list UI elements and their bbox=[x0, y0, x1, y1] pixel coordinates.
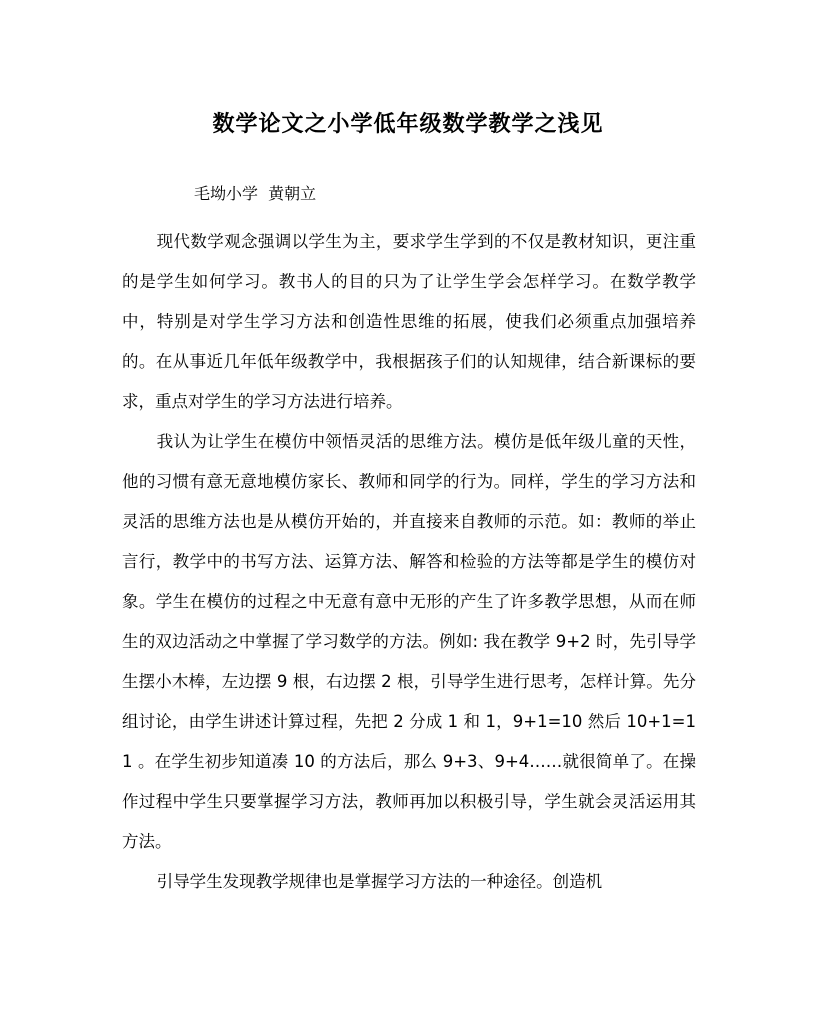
document-body bbox=[122, 222, 696, 902]
author-line: 毛坳小学 黄朝立 bbox=[194, 184, 317, 203]
document-title: 数学论文之小学低年级数学教学之浅见 bbox=[212, 111, 604, 137]
paragraph-imitation: 我认为让学生在模仿中领悟灵活的思维方法。模仿是低年级儿童的天性，他的习惯有意无意地模仿家长、教师和同学的行为。同样，学生的学习方法和灵活的思维方法也是从模仿开始的，并直接来自教师的示范。如：教师的举止言行，教学中的书写方法、运算方法、解答和检验的方法等都是学生的模仿对象。学生在模仿的过程之中无意有意中无形的产生了许多教学思想，从而在师生的双边活动之中掌握了学习数学的方法。例如: 我在教学 9+2 时，先引导学生摆小木棒，左边摆 9 根，右边摆 2 根，引导学生进行思考，怎样计算。先分组讨论，由学生讲述计算过程，先把 2 分成 1 和 1，9+1=10 然后 10+1=11 。在学生初步知道凑 10 的方法后，那么 9+3、9+4……就很简单了。在操作过程中学生只要掌握学习方法，教师再加以积极引导，学生就会灵活运用其方法。 bbox=[122, 432, 696, 851]
paragraph-intro: 现代数学观念强调以学生为主，要求学生学到的不仅是教材知识，更注重的是学生如何学习。教书人的目的只为了让学生学会怎样学习。在数学教学中，特别是对学生学习方法和创造性思维的拓展，使我们必须重点加强培养的。在从事近几年低年级教学中，我根据孩子们的认知规律，结合新课标的要求，重点对学生的学习方法进行培养。 bbox=[122, 232, 696, 411]
paragraph-rules: 引导学生发现教学规律也是掌握学习方法的一种途径。创造机 bbox=[156, 872, 603, 891]
